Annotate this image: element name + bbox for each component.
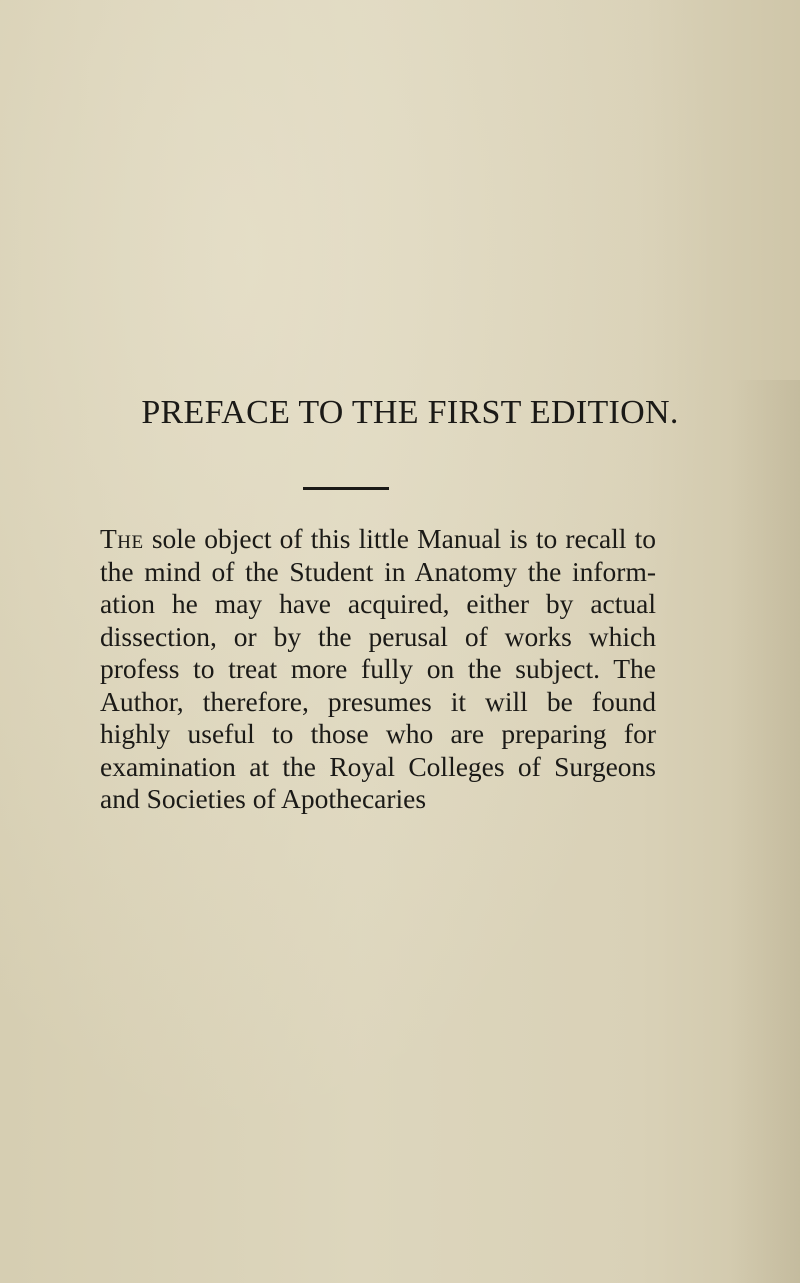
- title-rule: [303, 487, 389, 490]
- lead-word: The: [100, 523, 144, 554]
- page-edge-shadow: [730, 380, 800, 1283]
- preface-paragraph: [100, 523, 656, 816]
- paragraph-text: sole object of this little Manual is to recall to the mind of the Student in Anatomy the inform-ation he may have acquired, either by actual dissection, or by the perusal of works which profess to treat more fully on the subject. The Author, therefore, presumes it will be found highly useful to those who are preparing for examination at the Royal Colleges of Surgeons and Societies of Apothecaries: [100, 523, 656, 814]
- page-title: PREFACE TO THE FIRST EDITION.: [141, 394, 679, 431]
